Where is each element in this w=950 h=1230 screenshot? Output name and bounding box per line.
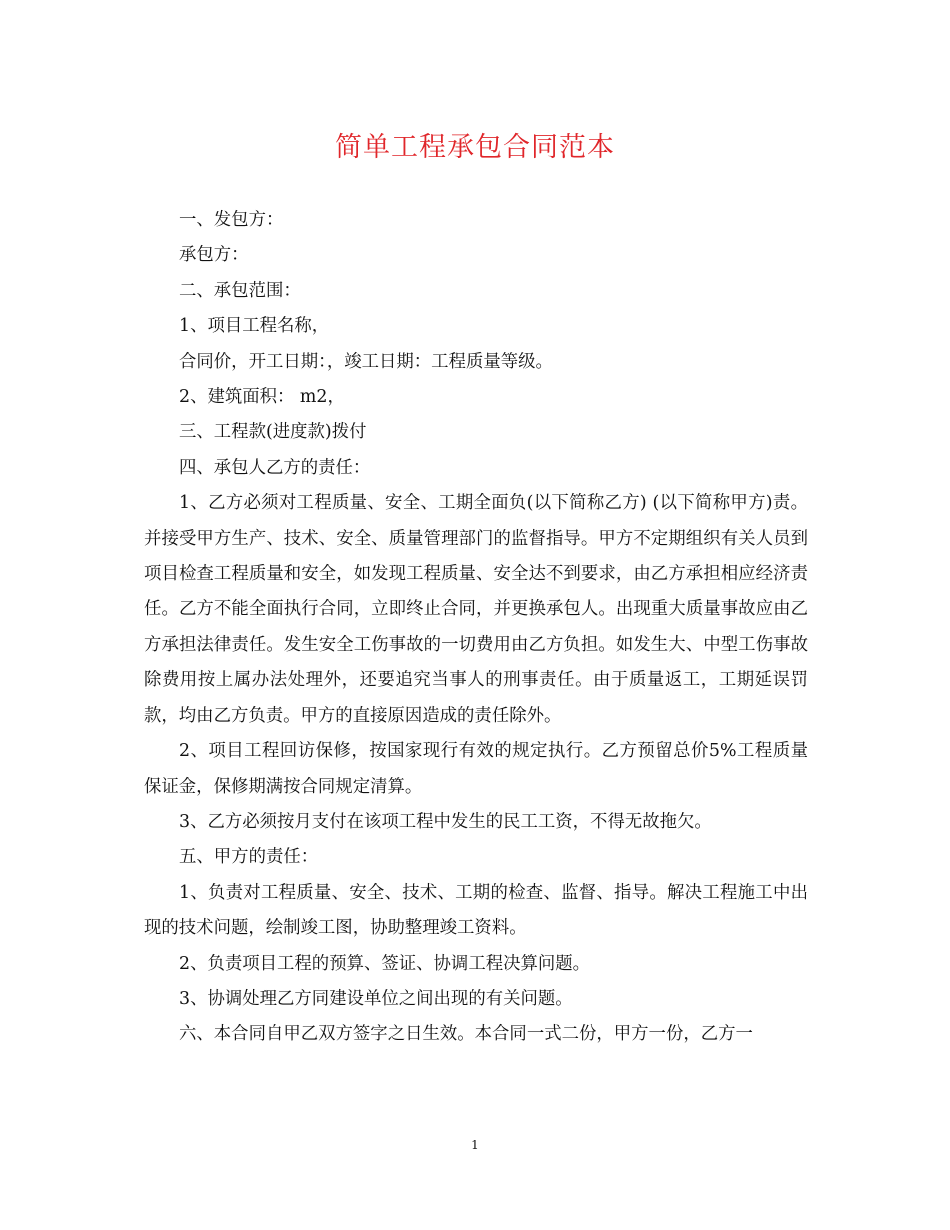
paragraph: 承包方： — [179, 245, 249, 266]
paragraph: 3、乙方必须按月支付在该项工程中发生的民工工资，不得无故拖欠。 — [179, 811, 712, 832]
paragraph: 三、工程款(进度款)拨付 — [179, 422, 367, 443]
paragraph: 1、乙方必须对工程质量、安全、工期全面负(以下简称乙方) (以下简称甲方)责。并接受甲方生产、技术、安全、质量管理部门的监督指导。甲方不定期组织有关人员到项目检查工程质量和安全，如发现工程质量、安全达不到要求，由乙方承担相应经济责任。乙方不能全面执行合同，立即终止合同，并更换承包人。出现重大质量事故应由乙方承担法律责任。发生安全工伤事故的一切费用由乙方负担。如发生大、中型工伤事故除费用按上属办法处理外，还要追究当事人的刑事责任。由于质量返工，工期延误罚款，均由乙方负责。甲方的直接原因造成的责任除外。 — [144, 493, 808, 726]
document-title: 简单工程承包合同范本 — [335, 132, 615, 163]
paragraph: 二、承包范围： — [179, 280, 301, 301]
paragraph: 五、甲方的责任： — [179, 847, 319, 868]
paragraph: 2、负责项目工程的预算、签证、协调工程决算问题。 — [179, 953, 591, 974]
document-body — [144, 203, 808, 1053]
paragraph: 一、发包方： — [179, 210, 284, 230]
paragraph: 四、承包人乙方的责任： — [179, 457, 371, 478]
paragraph: 1、项目工程名称， — [179, 316, 330, 337]
paragraph: 1、负责对工程质量、安全、技术、工期的检查、监督、指导。解决工程施工中出现的技术问题，绘制竣工图，协助整理竣工资料。 — [144, 882, 808, 939]
page-number: 1 — [471, 1138, 479, 1152]
paragraph: 2、建筑面积： m2， — [179, 387, 345, 408]
paragraph: 2、项目工程回访保修，按国家现行有效的规定执行。乙方预留总价5%工程质量保证金，保修期满按合同规定清算。 — [144, 741, 808, 797]
paragraph: 3、协调处理乙方同建设单位之间出现的有关问题。 — [179, 988, 573, 1009]
paragraph: 六、本合同自甲乙双方签字之日生效。本合同一式二份，甲方一份，乙方一 — [179, 1024, 753, 1045]
paragraph: 合同价，开工日期：，竣工日期：工程质量等级。 — [179, 351, 553, 372]
